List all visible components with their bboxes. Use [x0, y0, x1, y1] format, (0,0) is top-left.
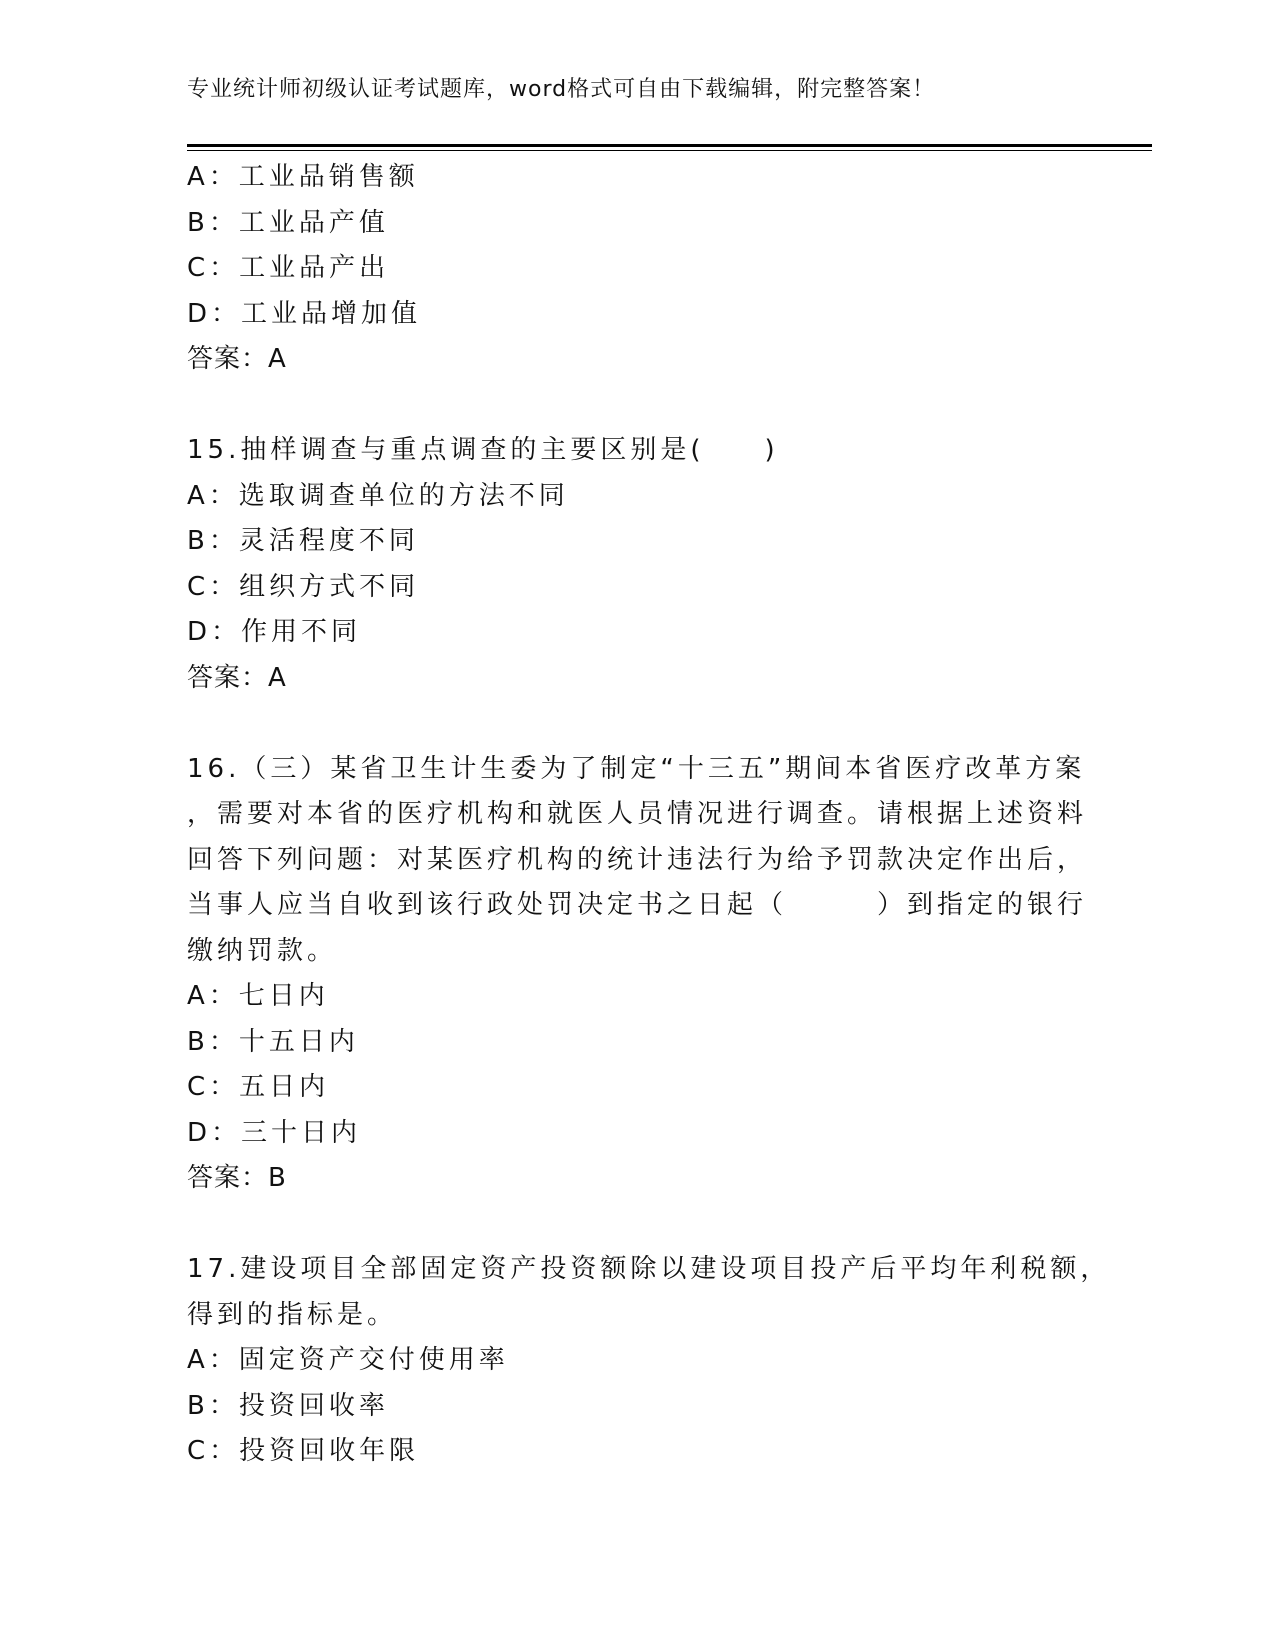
option-c: C：投资回收年限 [187, 1436, 420, 1466]
answer: 答案：A [187, 344, 287, 374]
question-text-line: 回答下列问题：对某医疗机构的统计违法行为给予罚款决定作出后， [187, 844, 1088, 875]
answer: 答案：A [187, 662, 287, 693]
question-17 [187, 1247, 1111, 1475]
option-a: A：工业品销售额 [187, 162, 419, 192]
option-a: A：七日内 [187, 981, 329, 1011]
header-rule-thick [187, 144, 1152, 147]
spacer [187, 383, 1087, 429]
answer: 答案：B [187, 1163, 287, 1193]
question-16 [187, 747, 1087, 1202]
question-text-line: 缴纳罚款。 [187, 935, 338, 966]
option-b: B：十五日内 [187, 1026, 359, 1057]
document-body [187, 155, 1111, 1475]
question-15 [187, 428, 1087, 701]
header-rule-thin [187, 150, 1152, 151]
option-d: D：工业品增加值 [187, 298, 422, 329]
spacer [187, 701, 1087, 747]
option-c: C：五日内 [187, 1072, 330, 1102]
question-text-line: 当事人应当自收到该行政处罚决定书之日起（ ）到指定的银行 [187, 890, 1088, 920]
option-a: A：固定资产交付使用率 [187, 1345, 509, 1375]
page-header: 专业统计师初级认证考试题库，word格式可自由下载编辑，附完整答案！ [187, 77, 936, 102]
question-text-line: 16.（三）某省卫生计生委为了制定“十三五”期间本省医疗改革方案 [187, 753, 1086, 784]
option-a: A：选取调查单位的方法不同 [187, 480, 569, 511]
option-b: B：灵活程度不同 [187, 526, 419, 556]
option-b: B：投资回收率 [187, 1390, 389, 1421]
option-b: B：工业品产值 [187, 207, 389, 238]
question-text-line: 得到的指标是。 [187, 1299, 398, 1330]
spacer [187, 1202, 1087, 1248]
question-text-line: 17.建设项目全部固定资产投资额除以建设项目投产后平均年利税额， [187, 1254, 1111, 1284]
option-d: D：作用不同 [187, 617, 362, 647]
question-text-line: ，需要对本省的医疗机构和就医人员情况进行调查。请根据上述资料 [187, 799, 1088, 829]
option-c: C：组织方式不同 [187, 571, 420, 602]
question-text: 15.抽样调查与重点调查的主要区别是( ) [187, 435, 779, 465]
question-14-tail [187, 155, 1087, 383]
option-c: C：工业品产出 [187, 253, 390, 283]
option-d: D：三十日内 [187, 1117, 362, 1148]
